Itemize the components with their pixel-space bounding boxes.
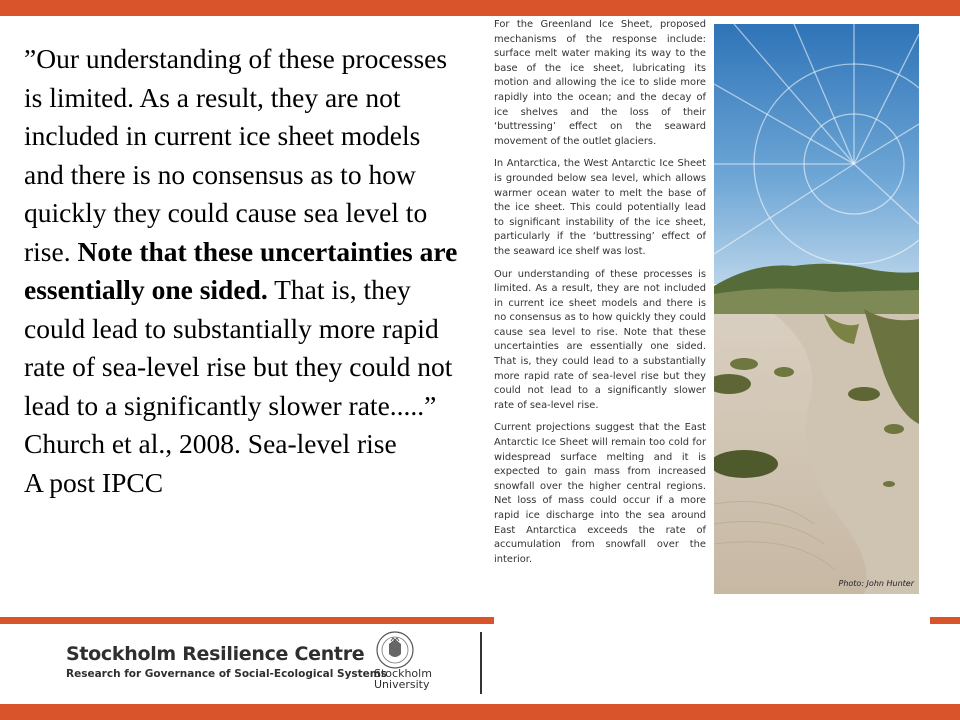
- citation-line1: Church et al., 2008. Sea-level rise: [24, 428, 397, 459]
- quote-emphasis: Note that these uncertainties are essentially one sided.: [24, 235, 458, 305]
- university-crest-icon: [372, 630, 418, 670]
- mid-accent-bar-right: [930, 617, 960, 624]
- mid-accent-bar-left: [0, 617, 494, 624]
- university-name: [374, 668, 432, 690]
- top-accent-bar: [0, 0, 960, 16]
- org-tagline: Research for Governance of Social-Ecological Systems: [66, 668, 387, 680]
- university-name-line2: University: [374, 678, 430, 691]
- bottom-accent-bar: [0, 704, 960, 720]
- footer-divider: [480, 632, 482, 694]
- quote-text-part2: That is, they could lead to substantially more rapid rate of sea-level rise but they could not lead to a significantly slower rate.....”: [24, 274, 453, 421]
- quote-text: [24, 40, 464, 425]
- quote-text-part1: ”Our understanding of these processes is limited. As a result, they are not included in current ice sheet models and there is no consensus as to how quickly they could cause sea level to rise.: [24, 43, 448, 267]
- landscape-photo: [714, 24, 919, 594]
- doc-paragraph-understanding: Our understanding of these processes is limited. As a result, they are not included in current ice sheet models and there is no consensus as to how quickly they could cause sea level to rise. Note that these uncertainties are essentially one sided. That is, they could lead to a substantially more rapid rate of sea-level rise but they could not lead to a significantly slower rate of sea-level rise.: [494, 268, 706, 411]
- quote-block: [24, 40, 464, 502]
- doc-paragraph-greenland: For the Greenland Ice Sheet, proposed mechanisms of the response include: surface melt water making its way to the base of the ice sheet, lubricating its motion and allowing the ice to slide more rapidly into the ocean; and the decay of ice shelves and the loss of their ‘buttressing’ effect on the seaward movement of the outlet glaciers.: [494, 19, 706, 147]
- document-excerpt: [494, 18, 706, 678]
- landscape-illustration: [714, 24, 919, 594]
- university-name-line1: Stockholm: [374, 667, 432, 680]
- org-name: Stockholm Resilience Centre: [66, 643, 365, 665]
- doc-paragraph-antarctica: In Antarctica, the West Antarctic Ice Sheet is grounded below sea level, which allows warmer ocean water to melt the base of the ice sheet. This could potentially lead to significant instability of the ice sheet, particularly if the ‘buttressing’ effect of the seaward ice shelf was lost.: [494, 158, 706, 257]
- citation-line2: A post IPCC: [24, 466, 164, 498]
- photo-credit: Photo: John Hunter: [838, 579, 914, 588]
- doc-paragraph-projections: Current projections suggest that the East Antarctic Ice Sheet will remain too cold for widespread surface melting and it is expected to gain mass from increased snowfall over the higher central regions. Net loss of mass could occur if a more rapid ice discharge into the sea around East Antarctica exceeds the rate of accumulation from snowfall over the interior.: [494, 422, 706, 565]
